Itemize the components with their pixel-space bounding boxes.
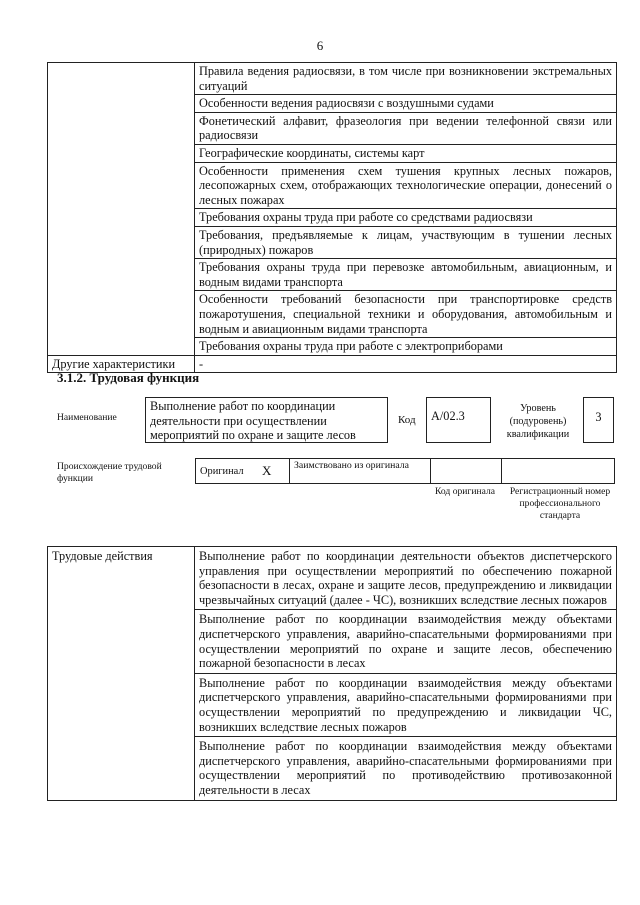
knowledge-table: [47, 62, 617, 373]
divider: [289, 459, 290, 483]
divider: [430, 459, 431, 483]
knowledge-item: Требования охраны труда при работе со средствами радиосвязи: [195, 209, 617, 227]
other-characteristics-value: -: [195, 355, 617, 373]
code-label: Код: [398, 414, 416, 426]
other-characteristics-label: Другие характеристики: [48, 355, 195, 373]
empty-label-cell: [48, 63, 195, 356]
table-row: [48, 547, 617, 610]
knowledge-item: Особенности применения схем тушения крупных лесных пожаров, лесопожарных схем, отображающих технологические операции, донесений о лесных пожарах: [195, 162, 617, 209]
divider: [501, 459, 502, 483]
table-row: [48, 63, 617, 95]
borrowed-label: Заимствовано из оригинала: [294, 460, 409, 471]
level-label: Уровень (подуровень) квалификации: [506, 403, 570, 440]
level-value-box: 3: [583, 397, 614, 443]
knowledge-item: Особенности ведения радиосвязи с воздушными судами: [195, 95, 617, 113]
code-original-caption: Код оригинала: [434, 486, 496, 497]
knowledge-item: Требования охраны труда при перевозке автомобильным, авиационным, и водным видами транспорта: [195, 259, 617, 291]
labor-action-item: Выполнение работ по координации взаимодействия между объектами диспетчерского управления, аварийно-спасательными формированиями при осуществлении мероприятий по противодействию противозаконной деятельности в лесах: [195, 737, 617, 800]
knowledge-item: Особенности требований безопасности при транспортировке средств пожаротушения, специальной техники и оборудования, автомобильным и водным и авиационным видами транспорта: [195, 291, 617, 338]
section-heading: 3.1.2. Трудовая функция: [57, 370, 200, 385]
function-name-box: Выполнение работ по координации деятельности при осуществлении мероприятий по охране и защите лесов: [145, 397, 388, 443]
knowledge-item: Требования, предъявляемые к лицам, участвующим в тушении лесных (природных) пожаров: [195, 226, 617, 258]
labor-action-item: Выполнение работ по координации взаимодействия между объектами диспетчерского управления, аварийно-спасательными формированиями при осуществлении мероприятий по охране и защите лесов, обеспечению пожарной безопасности в лесах: [195, 610, 617, 673]
name-label: Наименование: [57, 412, 117, 423]
knowledge-item: Требования охраны труда при работе с электроприборами: [195, 338, 617, 356]
code-value-box: A/02.3: [426, 397, 491, 443]
knowledge-item: Правила ведения радиосвязи, в том числе при возникновении экстремальных ситуаций: [195, 63, 617, 95]
original-label: Оригинал: [200, 466, 244, 477]
labor-action-item: Выполнение работ по координации деятельности объектов диспетчерского управления при осуществлении мероприятий по обеспечению пожарной безопасности в лесах, охране и защите лесов, предупреждению и ликвидации чрезвычайных ситуаций (далее - ЧС), возникших вследствие лесных пожаров: [195, 547, 617, 610]
origin-box: [195, 458, 615, 484]
original-mark: X: [262, 463, 272, 478]
origin-label: Происхождение трудовой функции: [57, 461, 162, 484]
page-number: 6: [316, 38, 324, 53]
labor-actions-table: [47, 546, 617, 801]
labor-actions-label: Трудовые действия: [48, 547, 195, 801]
knowledge-item: Фонетический алфавит, фразеология при ведении телефонной связи или радиосвязи: [195, 112, 617, 144]
registration-number-caption: Регистрационный номер профессионального стандарта: [509, 486, 611, 521]
knowledge-item: Географические координаты, системы карт: [195, 144, 617, 162]
labor-action-item: Выполнение работ по координации взаимодействия между объектами диспетчерского управления, аварийно-спасательными формированиями при осуществлении мероприятий по предупреждению и ликвидации ЧС, возникших вследствие лесных пожаров: [195, 673, 617, 736]
